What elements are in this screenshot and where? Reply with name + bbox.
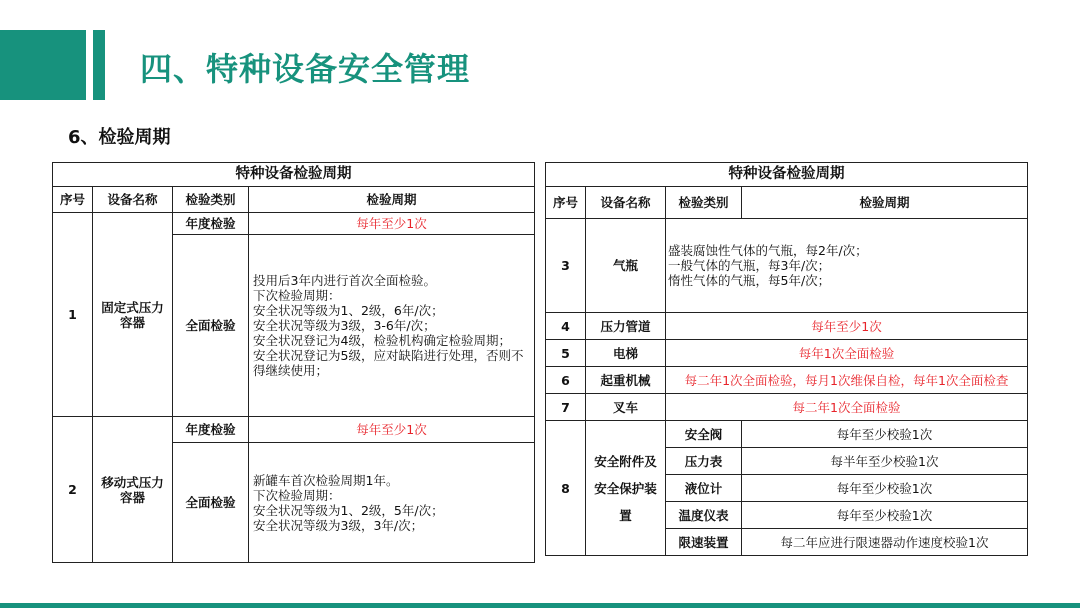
table-row xyxy=(546,313,1028,340)
row-no: 8 xyxy=(546,421,586,556)
row-equipment-name: 固定式压力容器 xyxy=(93,213,173,417)
inspection-table-right xyxy=(545,162,1028,556)
table-row xyxy=(53,213,535,235)
detail-line: 安全状况等级为3级，3-6年/次； xyxy=(253,318,436,333)
title-accent-bar xyxy=(0,30,86,100)
row-annual-label: 年度检验 xyxy=(173,417,249,443)
sub-item-name: 液位计 xyxy=(666,475,742,502)
row-no: 3 xyxy=(546,219,586,313)
title-accent-stripe xyxy=(93,30,105,100)
sub-item-value: 每年至少校验1次 xyxy=(742,475,1028,502)
row-detail xyxy=(666,219,1028,313)
detail-line: 安全状况等级为3级，3年/次； xyxy=(253,517,424,533)
row-no: 2 xyxy=(53,417,93,563)
detail-line: 下次检验周期： xyxy=(253,487,341,503)
detail-line: 一般气体的气瓶，每3年/次； xyxy=(668,258,831,273)
sub-item-value: 每年至少校验1次 xyxy=(742,421,1028,448)
header-no: 序号 xyxy=(53,187,93,213)
row-equipment-name: 安全附件及安全保护装置 xyxy=(586,421,666,556)
header-period: 检验周期 xyxy=(249,187,535,213)
sub-item-value: 每二年应进行限速器动作速度校验1次 xyxy=(742,529,1028,556)
table-row xyxy=(546,219,1028,313)
page-title: 四、特种设备安全管理 xyxy=(140,50,471,88)
row-equipment-name: 移动式压力容器 xyxy=(93,417,173,563)
row-no: 6 xyxy=(546,367,586,394)
table-row xyxy=(546,340,1028,367)
row-value: 每年至少1次 xyxy=(666,313,1028,340)
row-equipment-name: 起重机械 xyxy=(586,367,666,394)
section-subtitle: 6、检验周期 xyxy=(68,127,171,148)
detail-line: 安全状况等级为1、2级，5年/次； xyxy=(253,502,444,518)
table-caption: 特种设备检验周期 xyxy=(546,163,1028,187)
row-equipment-name: 电梯 xyxy=(586,340,666,367)
detail-line: 新罐车首次检验周期1年。 xyxy=(253,472,399,488)
row-value: 每年1次全面检验 xyxy=(666,340,1028,367)
detail-line: 惰性气体的气瓶，每5年/次； xyxy=(668,273,831,288)
row-annual-value: 每年至少1次 xyxy=(249,417,535,443)
row-full-label: 全面检验 xyxy=(173,443,249,563)
header-period: 检验周期 xyxy=(742,187,1028,219)
row-equipment-name: 气瓶 xyxy=(586,219,666,313)
header-no: 序号 xyxy=(546,187,586,219)
sub-item-name: 安全阀 xyxy=(666,421,742,448)
table-row xyxy=(53,417,535,443)
detail-line: 得继续使用； xyxy=(253,363,329,378)
row-value: 每二年1次全面检验，每月1次维保自检，每年1次全面检查 xyxy=(666,367,1028,394)
sub-item-value: 每年至少校验1次 xyxy=(742,502,1028,529)
detail-line: 安全状况登记为5级，应对缺陷进行处理，否则不 xyxy=(253,348,524,363)
header-name: 设备名称 xyxy=(586,187,666,219)
row-value: 每二年1次全面检验 xyxy=(666,394,1028,421)
footer-accent-bar xyxy=(0,603,1080,608)
row-no: 7 xyxy=(546,394,586,421)
row-full-detail xyxy=(249,443,535,563)
table-row xyxy=(546,421,1028,448)
row-no: 5 xyxy=(546,340,586,367)
row-equipment-name: 叉车 xyxy=(586,394,666,421)
row-full-label: 全面检验 xyxy=(173,235,249,417)
detail-line: 安全状况等级为1、2级，6年/次； xyxy=(253,303,444,318)
sub-item-name: 压力表 xyxy=(666,448,742,475)
sub-item-value: 每半年至少校验1次 xyxy=(742,448,1028,475)
sub-item-name: 温度仪表 xyxy=(666,502,742,529)
row-full-detail xyxy=(249,235,535,417)
detail-line: 下次检验周期： xyxy=(253,288,341,303)
header-name: 设备名称 xyxy=(93,187,173,213)
detail-line: 盛装腐蚀性气体的气瓶，每2年/次； xyxy=(668,243,868,258)
row-equipment-name: 压力管道 xyxy=(586,313,666,340)
table-caption: 特种设备检验周期 xyxy=(53,163,535,187)
detail-line: 安全状况登记为4级，检验机构确定检验周期； xyxy=(253,333,511,348)
table-row xyxy=(546,367,1028,394)
header-category: 检验类别 xyxy=(666,187,742,219)
row-annual-value: 每年至少1次 xyxy=(249,213,535,235)
row-no: 1 xyxy=(53,213,93,417)
sub-item-name: 限速装置 xyxy=(666,529,742,556)
inspection-table-left xyxy=(52,162,535,563)
row-annual-label: 年度检验 xyxy=(173,213,249,235)
detail-line: 投用后3年内进行首次全面检验。 xyxy=(253,273,436,288)
row-no: 4 xyxy=(546,313,586,340)
table-row xyxy=(546,394,1028,421)
header-category: 检验类别 xyxy=(173,187,249,213)
